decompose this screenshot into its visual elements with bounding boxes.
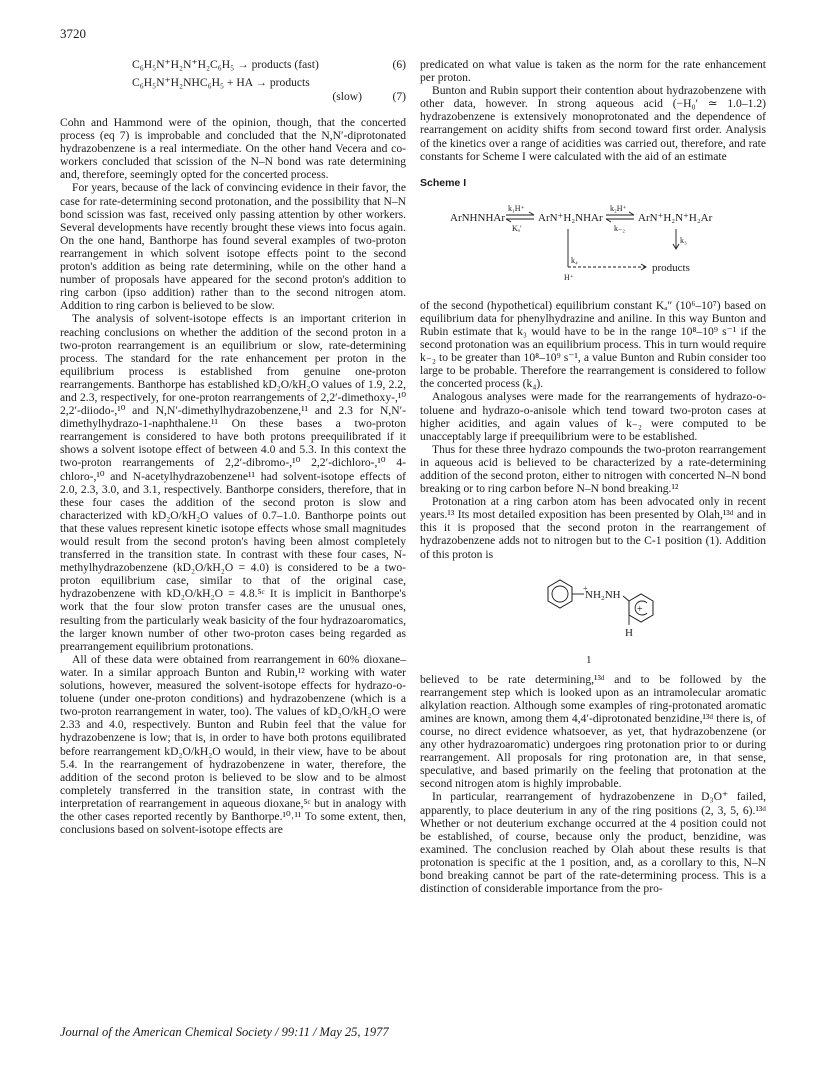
journal-footer: Journal of the American Chemical Society / 99:11 / May 25, 1977: [60, 1025, 389, 1039]
paragraph: In particular, rearrangement of hydrazobenzene in D₃O⁺ failed, apparently, to place deuterium in any of the ring positions (2, 3, 5, 6).¹³ᵈ Whether or not deuterium exchange occurred at the 4 position could not be established, of course, because only the product, benzidine, was examined. The conclusion reached by Olah about these results is that protonation is specific at the 1 position, and, as a corollary to this, N–N bond breaking cannot be part of the rate-determining process. This is a distinction of considerable importance from the pro-: [420, 790, 766, 896]
scheme-species-1: ArNHNHAr: [450, 211, 505, 224]
scheme-diagram: [420, 191, 766, 295]
paragraph: Protonation at a ring carbon atom has been advocated only in recent years.¹³ Its most detailed exposition has been presented by Olah,¹³ᵈ and in this it is proposed that the second proton in the rearrangement of hydrazobenzene adds not to nitrogen but to the C-1 position (1). Addition of this proton is: [420, 495, 766, 561]
equation-7: [132, 76, 406, 90]
ring-charge: +: [637, 603, 643, 615]
equation-6: [132, 58, 406, 72]
paragraph: The analysis of solvent-isotope effects is an important criterion in reaching conclusions on whether the addition of the second proton in a two-proton rearrangement is an equilibrium or slow, rate-determining process. The standard for the rate enhancement per proton in the equilibrium process is established from genuine one-proton rearrangements. Banthorpe has established kD₂O/kH₂O values of 1.9, 2.2, and 2.3, respectively, for one-proton rearrangements of 2,2′-dimethoxy-,¹⁰ 2,2′-diiodo-,¹⁰ and N,N′-dimethylhydrazobenzene,¹¹ and 2.3 for N,N′-dimethylhydrazo-1-naphthalene.¹¹ On these bases a two-proton rearrangement is considered to have both protons preequilibrated if it shows a solvent isotope effect of between 4.0 and 5.3. In this context the two-proton rearrangements of 2,2′-dibromo-,¹⁰ 2,2′-dichloro-,¹⁰ 4-chloro-,¹⁰ and N-acetylhydrazobenzene¹¹ had solvent-isotope effects of 2.0, 2.3, 3.0, and 3.1, respectively. Banthorpe considers, therefore, that in these four cases the addition of the second proton is slow and characterized with kD₂O/kH₂O values of 0.7–1.0. Banthorpe points out that these values represent kinetic isotope effects whose small magnitudes would result from the second proton's having been almost completely transferred in the transition state. In contrast with these four cases, N-methylhydrazobenzene (kD₂O/kH₂O = 4.0) is considered to be a two-proton equilibrium case, similar to that of the original case, hydrazobenzene with kD₂O/kH₂O = 4.8.⁵ᶜ It is implicit in Banthorpe's work that the four slow proton transfer cases are the unusual ones, resulting from the particularly weak basicity of the four hydrazoaromatics, the larger known number of other two-proton cases being regarded as prearrangement equilibrium protonations.: [60, 312, 406, 653]
compound-number: 1: [586, 653, 592, 666]
structure-1-drawing: [420, 565, 766, 673]
scheme-k3-label: k₃: [680, 235, 687, 245]
scheme-products: products: [652, 261, 690, 274]
equation-7-rate: (slow): [332, 90, 362, 103]
scheme-species-2: ArN⁺H₂NHAr: [538, 211, 603, 224]
paragraph: believed to be rate determining,¹³ᵈ and to be followed by the rearrangement step which is looked upon as an intramolecular aromatic alkylation reaction. Although some examples of ring-protonated aromatic amines are known, among them 4,4′-diprotonated benzidine,¹³ᵈ there is, of course, no direct evidence whatsoever, as yet, that hydrazobenzene (or any other hydrazoaromatic) undergoes ring protonation prior to or during rearrangement. All proposals for ring protonation are, in that sense, speculative, and based primarily on the feeling that protonation at the second nitrogen atom is highly improbable.: [420, 672, 766, 791]
ring-hydrogen: H: [625, 626, 633, 639]
paragraph: Analogous analyses were made for the rearrangements of hydrazo-o-toluene and hydrazo-o-anisole which tend toward two-proton cases at higher acidities, and again values of k₋₂ were computed to be unacceptably large if preequilibrium were to be established.: [420, 390, 766, 443]
paragraph: Thus for these three hydrazo compounds the two-proton rearrangement in aqueous acid is believed to be characterized by a rate-determining addition of the second proton, either to nitrogen with concerted N–N bond breaking or to ring carbon before N–N bond breaking.¹²: [420, 442, 766, 496]
scheme-km2-label: k₋₂: [614, 223, 626, 233]
structure-1: [420, 565, 766, 673]
equation-7-cont: [60, 90, 406, 106]
equation-6-number: (6): [392, 58, 406, 71]
scheme-k4-label: k₄: [571, 255, 578, 265]
paragraph: For years, because of the lack of convincing evidence in their favor, the case for rate-determining second protonation, and the possibility that N–N bond scission was fast, received only passing attention by other workers. Several developments have recently brought these views into focus again. On the one hand, Banthorpe has found several examples of two-proton rearrangement in which solvent isotope effects point to the second proton's addition as being rate determining, while on the other hand a number of proposals have appeared for the second proton's addition to ring carbon (ipso addition) rather than to the second nitrogen atom. Addition to ring carbon is believed to be slow.: [60, 181, 406, 313]
scheme-k2-label: k₂H⁺: [610, 203, 627, 213]
scheme-title: Scheme I: [420, 176, 467, 189]
paragraph: Cohn and Hammond were of the opinion, though, that the concerted process (eq 7) is improbable and concluded that the N,N′-diprotonated hydrazobenzene is a real intermediate. On the other hand Vecera and co-workers concluded that scission of the N–N bond was rate determining and, therefore, seemingly opted for the concerted process.: [60, 116, 406, 182]
equation-7-text: C₆H₅N⁺H₂NHC₆H₅ + HA → products: [132, 76, 310, 89]
nh2nh-label: NH₂NH: [585, 588, 621, 601]
right-column: [420, 58, 766, 895]
page-number: 3720: [60, 26, 86, 41]
scheme-k1-label: k₁H⁺: [508, 203, 525, 213]
scheme-h-label: H⁺: [564, 272, 574, 282]
nitrogen-charge: +: [583, 583, 588, 593]
aromatic-circle: [552, 586, 568, 602]
scheme-species-3: ArN⁺H₂N⁺H₂Ar: [638, 211, 713, 224]
scheme-1: [420, 177, 766, 295]
equation-6-text: C₆H₅N⁺H₂N⁺H₂C₆H₅ → products (fast): [132, 58, 319, 71]
paragraph: predicated on what value is taken as the norm for the rate enhancement per proton.: [420, 58, 766, 85]
left-column: [60, 58, 406, 836]
paragraph: of the second (hypothetical) equilibrium constant Kₐ″ (10⁶–10⁷) based on equilibrium data for phenylhydrazine and aniline. In this way Bunton and Rubin estimate that k₃ would have to be in the range 10⁸–10⁹ s⁻¹ if the second protonation was an equilibrium process. This in turn would require k₋₂ to be greater than 10⁸–10⁹ s⁻¹, a value Bunton and Rubin consider too large to be probable. Therefore the rearrangement is considered to follow the concerted process (k₄).: [420, 298, 766, 391]
bond: [623, 596, 629, 601]
equation-7-number: (7): [392, 90, 406, 103]
scheme-ka-label: Kₐ′: [512, 223, 522, 233]
paragraph: Bunton and Rubin support their contention about hydrazobenzene with other data, however. In strong aqueous acid (−H₀′ ≃ 1.0–1.2) hydrazobenzene is extensively monoprotonated and the dependence of rearrangement on acidity shifts from second toward first order. Analysis of the kinetics over a range of acidities was carried out, therefore, and rate constants for Scheme I were calculated with the aid of an estimate: [420, 84, 766, 163]
paragraph: All of these data were obtained from rearrangement in 60% dioxane–water. In a similar approach Bunton and Rubin,¹² working with water solutions, however, measured the solvent-isotope effects for hydrazo-o-toluene (under one-proton conditions) and hydrazobenzene (which is a two-proton rearrangement in water, too). The values of kD₂O/kH₂O were 2.33 and 4.0, respectively. Bunton and Rubin feel that the value for hydrazobenzene is low; that is, in order to have both protons equilibrated before rearrangement kD₂O/kH₂O would, in their view, have to be about 5.4. In the rearrangement of hydrazobenzene in water, therefore, the addition of the second proton is believed to be slow and to be almost completely transferred in the transition state, in contrast with the interpretation of rearrangement in aqueous dioxane,⁵ᶜ but in analogy with the other cases reported recently by Banthorpe.¹⁰˒¹¹ To some extent, then, conclusions based on solvent-isotope effects are: [60, 652, 406, 837]
